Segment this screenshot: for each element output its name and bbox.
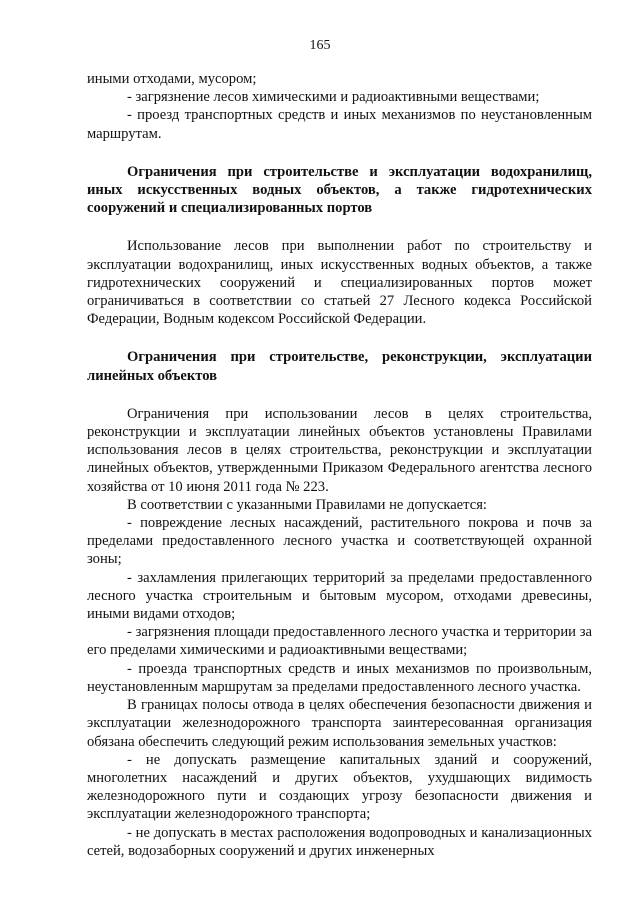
list-item: - загрязнение лесов химическими и радиоактивными веществами; [127, 89, 540, 106]
list-item: - не допускать размещение капитальных зданий и сооружений, многолетних насаждений и других объектов, ухудшающих видимость железнодорожного пути и создающих угрозу безопасности движения и эксплуатации железнодорожного транспорта; [87, 751, 592, 823]
paragraph: иными отходами, мусором; [87, 71, 257, 87]
list-item: - захламления прилегающих территорий за пределами предоставленного лесного участка строительным и бытовым мусором, отходами древесины, иными видами отходов; [87, 569, 592, 623]
section-heading: Ограничения при строительстве, реконструкции, эксплуатации линейных объектов [87, 349, 592, 384]
list-item: - проезд транспортных средств и иных механизмов по неустановленным маршрутам. [87, 107, 592, 142]
document-body [87, 70, 592, 860]
section-heading: Ограничения при строительстве и эксплуатации водохранилищ, иных искусственных водных объектов, а также гидротехнических сооружений и специализированных портов [87, 163, 592, 217]
paragraph: В соответствии с указанными Правилами не допускается: [127, 496, 487, 513]
list-item: - загрязнения площади предоставленного лесного участка и территории за его пределами химическими и радиоактивными веществами; [87, 624, 592, 659]
list-item: - не допускать в местах расположения водопроводных и канализационных сетей, водозаборных сооружений и других инженерных [87, 824, 592, 859]
paragraph: В границах полосы отвода в целях обеспечения безопасности движения и эксплуатации железнодорожного транспорта заинтересованная организация обязана обеспечить следующий режим использования земельных участков: [87, 697, 592, 750]
paragraph: Использование лесов при выполнении работ по строительству и эксплуатации водохранилищ, иных искусственных водных объектов, а также гидротехнических сооружений и специализированных портов может ограничиваться в соответствии со статьей 27 Лесного кодекса Российской Федерации, Водным кодексом Российской Федерации. [87, 238, 592, 328]
list-item: - проезда транспортных средств и иных механизмов по произвольным, неустановленным маршрутам за пределами предоставленного лесного участка. [87, 660, 592, 695]
list-item: - повреждение лесных насаждений, растительного покрова и почв за пределами предоставленного лесного участка и соответствующей охранной зоны; [87, 515, 592, 568]
page-number: 165 [309, 38, 331, 53]
paragraph: Ограничения при использовании лесов в целях строительства, реконструкции и эксплуатации линейных объектов установлены Правилами использования лесов в целях строительства, реконструкции и эксплуатации линейных объектов, утвержденными Приказом Федерального агентства лесного хозяйства от 10 июня 2011 года № 223. [87, 405, 592, 495]
